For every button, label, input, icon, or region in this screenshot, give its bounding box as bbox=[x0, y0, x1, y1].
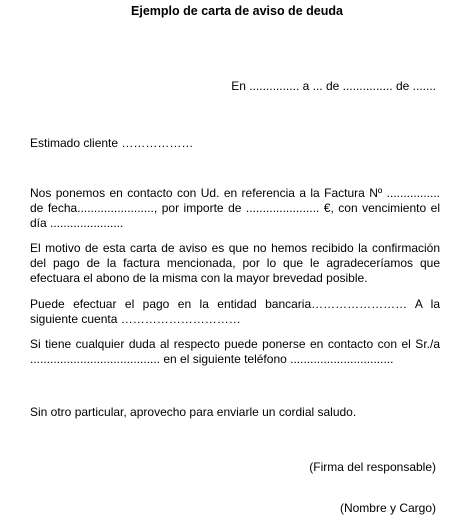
paragraph-line: del pago de la factura mencionada, por lo que le agradeceríamos que bbox=[30, 256, 440, 270]
paragraph-line: Nos ponemos en contacto con Ud. en referencia a la Factura Nº ................ bbox=[30, 186, 440, 200]
paragraph-line: efectuara el abono de la misma con la mayor brevedad posible. bbox=[30, 271, 368, 285]
paragraph-line: día ...................... bbox=[30, 216, 124, 230]
paragraph-line: Si tiene cualquier duda al respecto puede ponerse en contacto con el Sr./a bbox=[30, 337, 440, 351]
paragraph-invoice-reference bbox=[30, 186, 440, 231]
paragraph-payment bbox=[30, 297, 440, 327]
paragraph-reason bbox=[30, 241, 440, 286]
greeting: Estimado cliente ……………… bbox=[30, 136, 194, 150]
name-position-line: (Nombre y Cargo) bbox=[339, 501, 436, 515]
paragraph-line: de fecha......................., por importe de ...................... €, con vencimiento el bbox=[30, 201, 440, 215]
document-title: Ejemplo de carta de aviso de deuda bbox=[131, 4, 343, 18]
paragraph-line: El motivo de esta carta de aviso es que no hemos recibido la confirmación bbox=[30, 241, 440, 255]
closing-salutation: Sin otro particular, aprovecho para enviarle un cordial saludo. bbox=[30, 405, 357, 419]
paragraph-line: siguiente cuenta ………………………… bbox=[30, 312, 241, 326]
paragraph-contact bbox=[30, 337, 440, 367]
paragraph-line: Puede efectuar el pago en la entidad bancaria…………………… A la bbox=[30, 297, 440, 311]
paragraph-line: ....................................... en el siguiente teléfono ............................... bbox=[30, 352, 394, 366]
place-date-line: En ............... a ... de ............... de ....... bbox=[231, 79, 436, 93]
signature-line: (Firma del responsable) bbox=[309, 460, 436, 474]
